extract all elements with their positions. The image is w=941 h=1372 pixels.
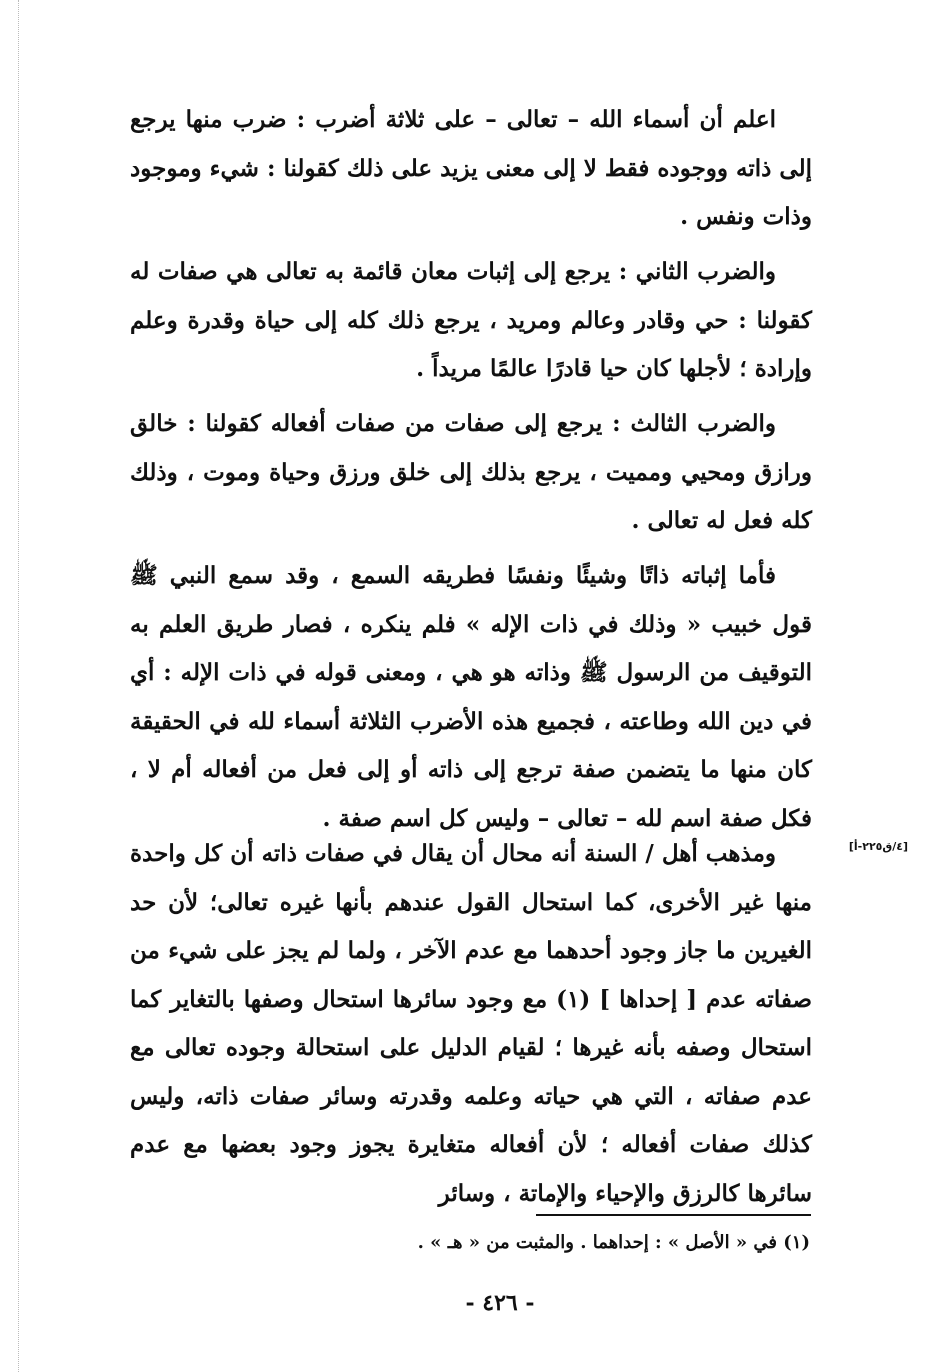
footnote-divider [536,1214,811,1216]
paragraph-2 [130,248,812,394]
scan-edge-line [18,0,19,1372]
margin-manuscript-reference: [٤/ق٢٢٥-أ] [848,840,908,853]
paragraph-text: والضرب الثالث : يرجع إلى صفات من صفات أفعاله كقولنا : خالق ورازق ومحيي ومميت ، يرجع بذلك إلى خلق ورزق وحياة وموت ، وذلك كله فعل له تعالى . [130,410,812,534]
footnote: (١) في « الأصل » : إحداهما . والمثبت من « هـ » . [417,1232,810,1253]
paragraph-5 [130,830,812,1218]
paragraph-text: اعلم أن أسماء الله – تعالى – على ثلاثة أضرب : ضرب منها يرجع إلى ذاته ووجوده فقط لا إلى معنى يزيد على ذلك كقولنا : شيء وموجود وذات ونفس . [130,106,812,230]
paragraph-text: ومذهب أهل / السنة أنه محال أن يقال في صفات ذاته أن كل واحدة منها غير الأخرى، كما استحال القول عندهم بأنها غيره تعالى؛ لأن حد الغيرين ما جاز وجود أحدهما مع عدم الآخر ، ولما لم يجز على شيء من صفاته عدم [ إحداها ] (١) مع وجود سائرها استحال وصفها بالتغاير كما استحال وصفه بأنه غيرها ؛ لقيام الدليل على استحالة وجوده تعالى مع عدم صفاته ، التي هي حياته وعلمه وقدرته وسائر صفات ذاته، وليس كذلك صفات أفعاله ؛ لأن أفعاله متغايرة يجوز وجود بعضها مع عدم سائرها كالرزق والإحياء والإماتة ، وسائر [130,840,812,1207]
paragraph-3 [130,400,812,546]
paragraph-1 [130,96,812,242]
paragraph-text: فأما إثباته ذاتًا وشيئًا ونفسًا فطريقه السمع ، وقد سمع النبي ﷺ قول خبيب « وذلك في ذات الإله » فلم ينكره ، فصار طريق العلم به التوقيف من الرسول ﷺ وذاته هو هي ، ومعنى قوله في ذات الإله : أي في دين الله وطاعته ، فجميع هذه الأضرب الثلاثة أسماء لله في الحقيقة كان منها ما يتضمن صفة ترجع إلى ذاته أو إلى فعل من أفعاله أم لا ، فكل صفة اسم لله – تعالى – وليس كل اسم صفة . [130,562,812,832]
paragraph-text: والضرب الثاني : يرجع إلى إثبات معان قائمة به تعالى هي صفات له كقولنا : حي وقادر وعالم ومريد ، يرجع ذلك كله إلى حياة وقدرة وعلم وإرادة ؛ لأجلها كان حيا قادرًا عالمًا مريداً . [130,258,812,382]
paragraph-4 [130,552,812,843]
page-number: - ٤٢٦ - [465,1290,535,1316]
